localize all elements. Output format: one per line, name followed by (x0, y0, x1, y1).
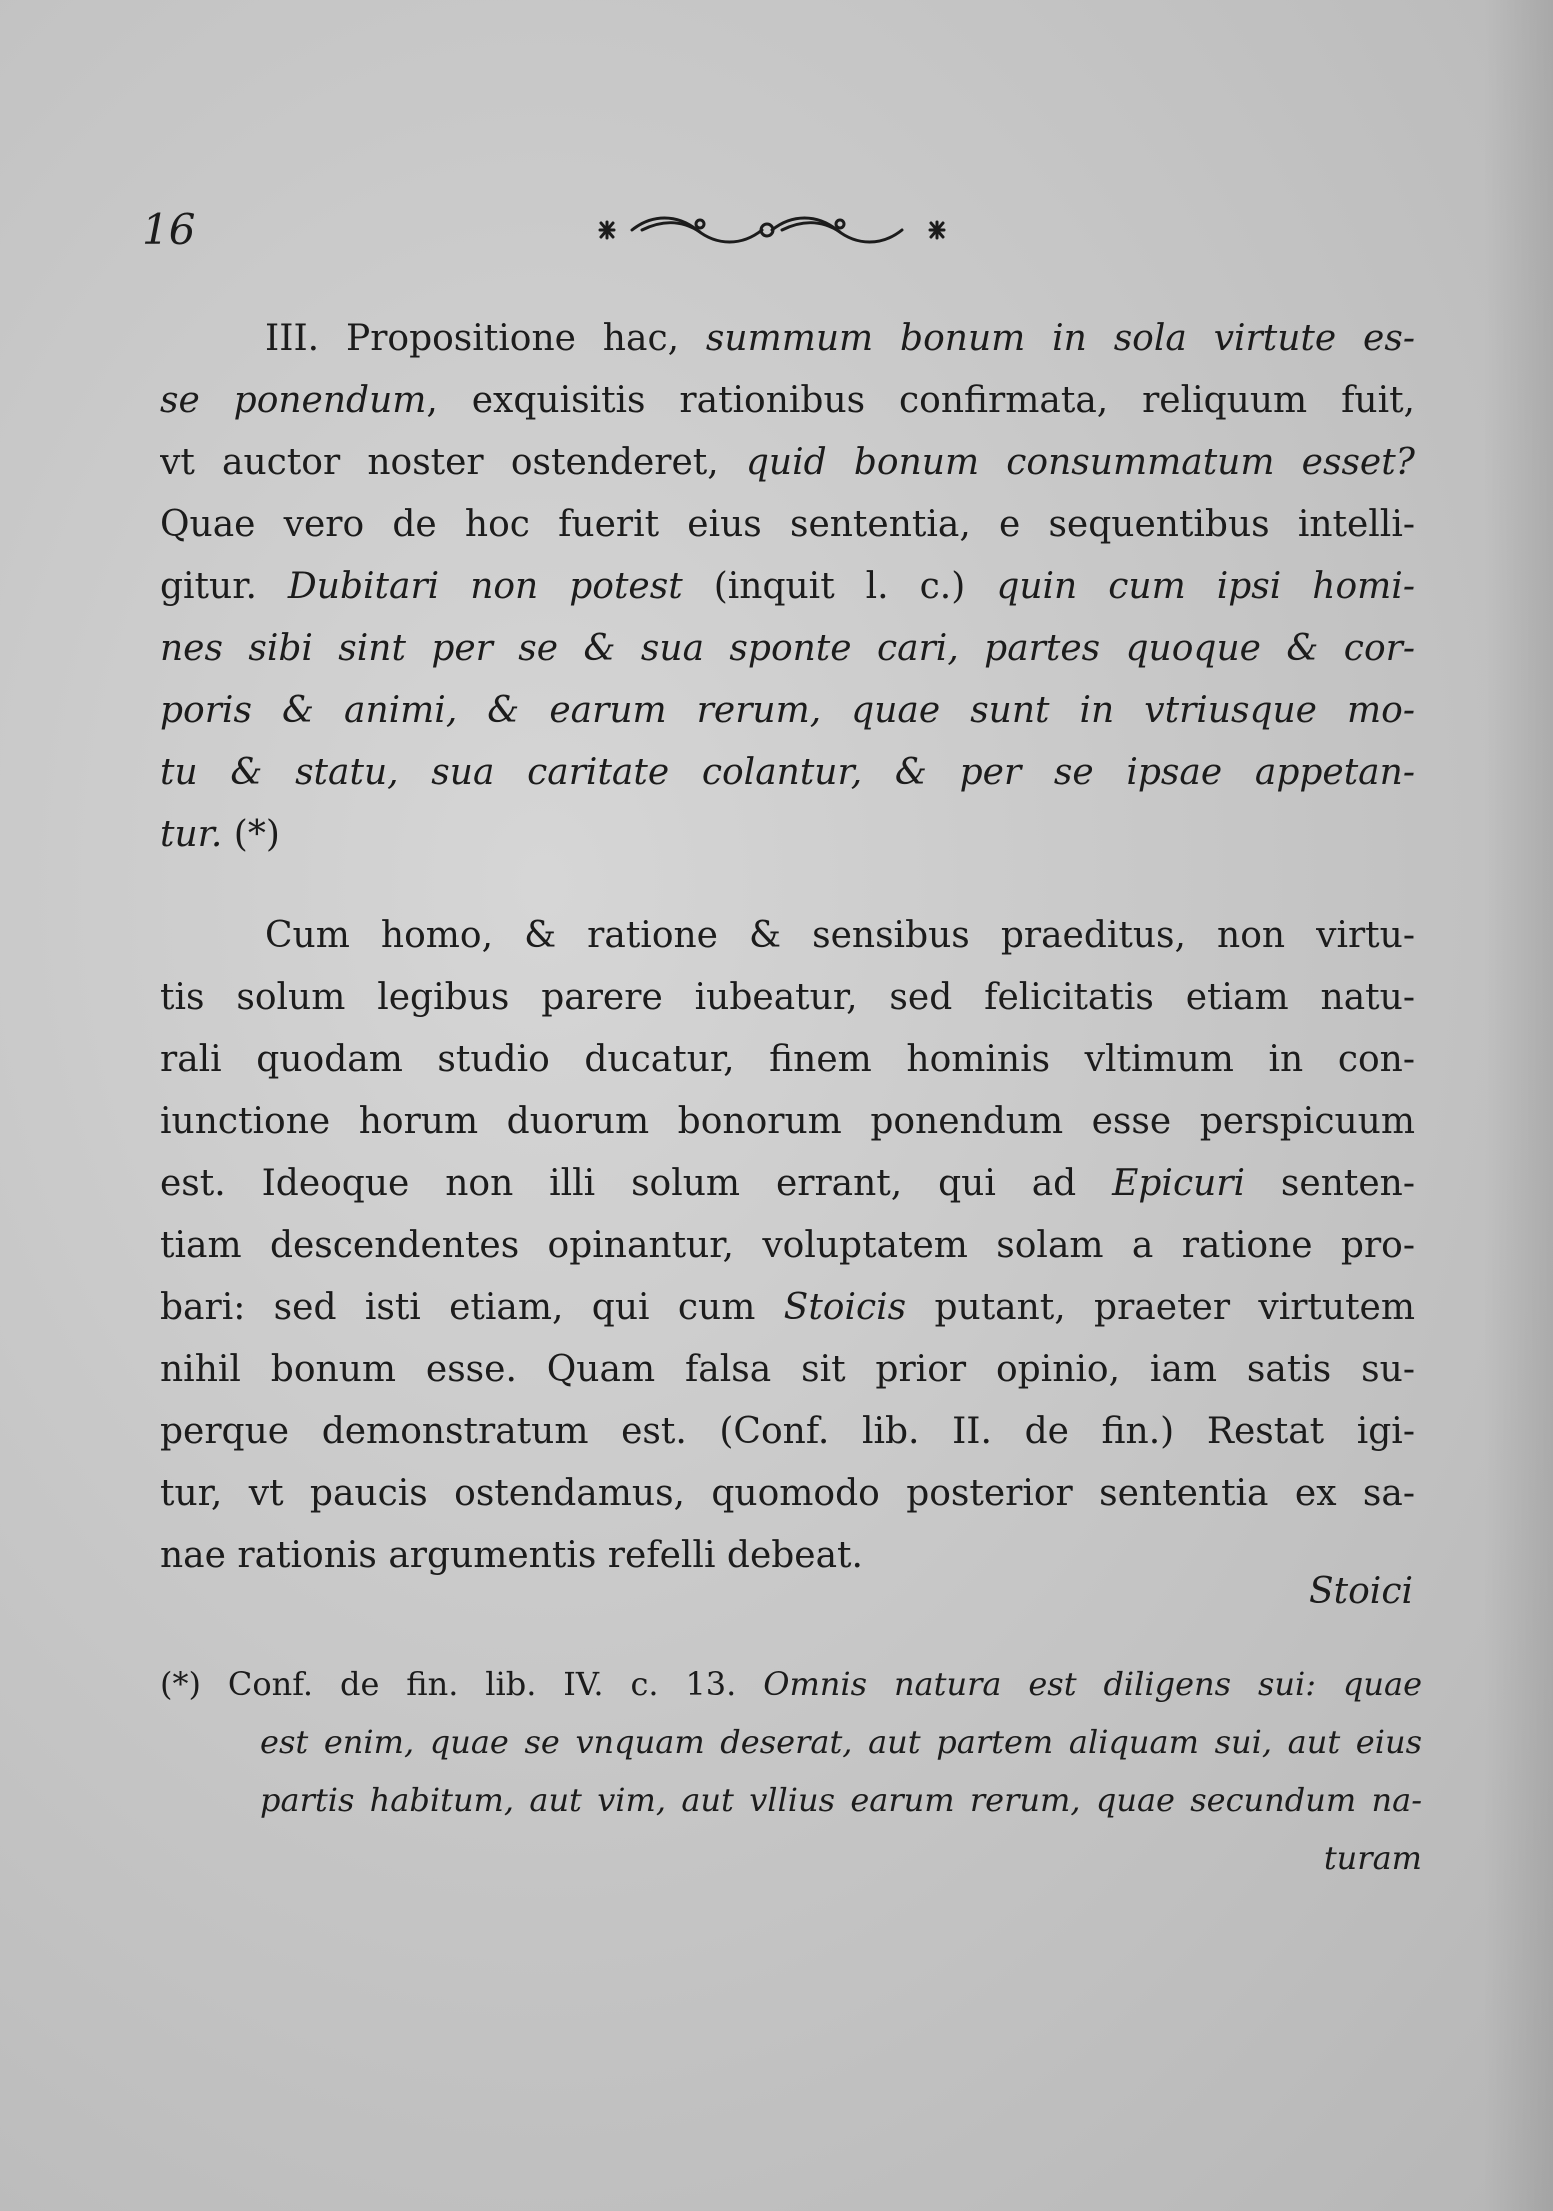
paragraph-1-line-4: Quae vero de hoc fuerit eius sententia, e sequentibus intelli- (160, 504, 1415, 545)
footnote-line-1 (160, 1655, 1422, 1713)
text-fragment: putant, praeter virtutem (906, 1287, 1415, 1328)
paragraph-1-line-7: poris & animi, & earum rerum, quae sunt in vtriusque mo- (160, 690, 1415, 731)
paragraph-1 (160, 308, 1415, 866)
footnote (160, 1655, 1422, 1887)
text-fragment: senten- (1245, 1163, 1415, 1204)
italic-fragment: Epicuri (1112, 1163, 1246, 1204)
paragraph-2 (160, 905, 1415, 1587)
paragraph-2-line-2: tis solum legibus parere iubeatur, sed felicitatis etiam natu- (160, 977, 1415, 1018)
italic-fragment: quin cum ipsi homi- (996, 566, 1415, 607)
text-fragment: gitur. (160, 566, 288, 607)
footnote-marker: (*) (233, 814, 280, 855)
italic-fragment: Omnis natura est diligens sui: quae (763, 1665, 1422, 1703)
paragraph-2-line-6: tiam descendentes opinantur, voluptatem solam a ratione pro- (160, 1225, 1415, 1266)
footnote-line-4: turam (1323, 1839, 1422, 1877)
text-fragment: , exquisitis rationibus confirmata, reliquum fuit, (426, 380, 1415, 421)
paragraph-1-line-9 (160, 804, 1415, 866)
italic-fragment: tur. (160, 814, 234, 855)
paragraph-1-line-6: nes sibi sint per se & sua sponte cari, partes quoque & cor- (160, 628, 1415, 669)
paragraph-2-line-3: rali quodam studio ducatur, finem hominis vltimum in con- (160, 1039, 1415, 1080)
italic-fragment: Stoicis (783, 1287, 907, 1328)
paragraph-2-line-11: nae rationis argumentis refelli debeat. (160, 1535, 863, 1576)
paragraph-1-line-5 (160, 556, 1415, 618)
paragraph-1-line-3 (160, 432, 1415, 494)
italic-fragment: se ponendum (160, 380, 427, 421)
text-fragment: III. Propositione hac, (265, 318, 706, 359)
paragraph-2-line-5 (160, 1153, 1415, 1215)
paragraph-1-line-1 (160, 308, 1415, 370)
page-gutter-shadow (1483, 0, 1553, 2211)
paragraph-2-line-10: tur, vt paucis ostendamus, quomodo posterior sententia ex sa- (160, 1473, 1415, 1514)
paragraph-2-line-9: perque demonstratum est. (Conf. lib. II. de fin.) Restat igi- (160, 1411, 1415, 1452)
paragraph-1-line-2 (160, 370, 1415, 432)
paragraph-2-line-8: nihil bonum esse. Quam falsa sit prior opinio, iam satis su- (160, 1349, 1415, 1390)
text-fragment: (inquit l. c.) (713, 566, 997, 607)
page-number: 16 (142, 205, 196, 254)
footnote-line-3: partis habitum, aut vim, aut vllius earum rerum, quae secundum na- (260, 1781, 1422, 1819)
footnote-line-2: est enim, quae se vnquam deserat, aut partem aliquam sui, aut eius (260, 1723, 1422, 1761)
italic-fragment: Dubitari non potest (287, 566, 714, 607)
text-fragment: vt auctor noster ostenderet, (160, 442, 746, 483)
italic-fragment: summum bonum in sola virtute es- (705, 318, 1415, 359)
italic-fragment: quid bonum consummatum esset? (745, 442, 1415, 483)
text-fragment: (*) Conf. de fin. lib. IV. c. 13. (160, 1665, 764, 1703)
paragraph-1-line-8: tu & statu, sua caritate colantur, & per se ipsae appetan- (160, 752, 1415, 793)
text-fragment: bari: sed isti etiam, qui cum (160, 1287, 784, 1328)
paragraph-2-line-4: iunctione horum duorum bonorum ponendum esse perspicuum (160, 1101, 1415, 1142)
paragraph-2-line-1: Cum homo, & ratione & sensibus praeditus, non virtu- (265, 915, 1415, 956)
catchword: Stoici (1309, 1571, 1413, 1612)
paragraph-2-line-7 (160, 1277, 1415, 1339)
text-fragment: est. Ideoque non illi solum errant, qui ad (160, 1163, 1113, 1204)
header-ornament-icon (592, 208, 952, 252)
